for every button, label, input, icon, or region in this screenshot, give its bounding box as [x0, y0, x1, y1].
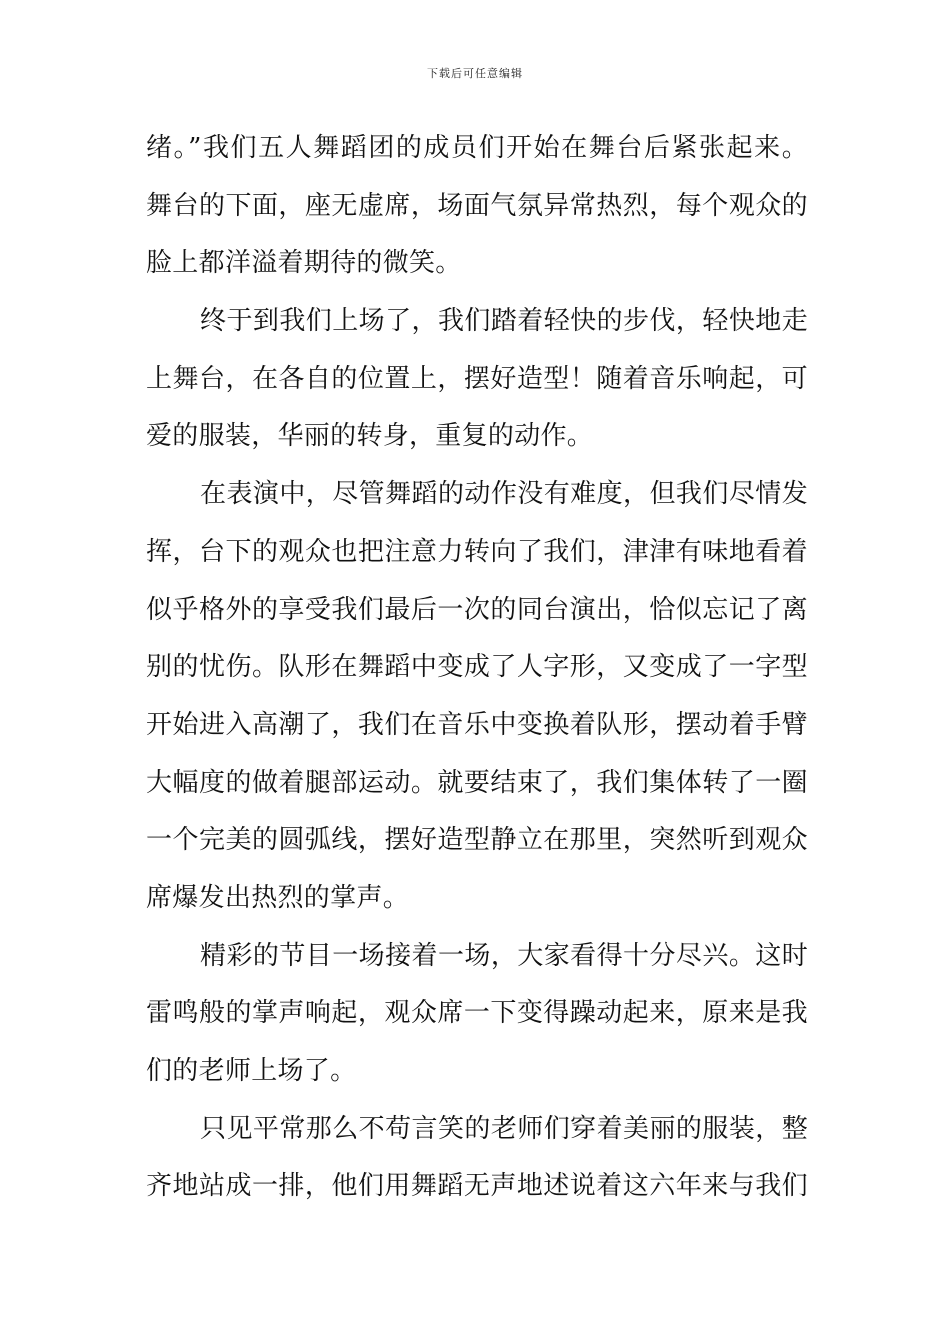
text-line: 绪。”我们五人舞蹈团的成员们开始在舞台后紧张起来。 — [146, 133, 808, 163]
text-line: 脸上都洋溢着期待的微笑。 — [146, 248, 462, 279]
text-line: 舞台的下面，座无虚席，场面气氛异常热烈，每个观众的 — [146, 190, 808, 221]
text-line: 挥，台下的观众也把注意力转向了我们，津津有味地看着 — [146, 536, 808, 567]
text-line: 只见平常那么不苟言笑的老师们穿着美丽的服装，整 — [200, 1113, 808, 1144]
text-line: 别的忧伤。队形在舞蹈中变成了人字形，又变成了一字型 — [146, 652, 808, 683]
text-line: 在表演中，尽管舞蹈的动作没有难度，但我们尽情发 — [200, 479, 808, 510]
document-body — [146, 120, 808, 1216]
text-line: 精彩的节目一场接着一场，大家看得十分尽兴。这时 — [200, 940, 808, 971]
text-line: 雷鸣般的掌声响起，观众席一下变得躁动起来，原来是我 — [146, 998, 808, 1029]
text-line: 一个完美的圆弧线，摆好造型静立在那里，突然听到观众 — [146, 825, 808, 856]
text-line: 爱的服装，华丽的转身，重复的动作。 — [146, 421, 594, 452]
text-line: 终于到我们上场了，我们踏着轻快的步伐，轻快地走 — [200, 306, 808, 337]
page-header: 下载后可任意编辑 — [427, 67, 523, 80]
text-line: 大幅度的做着腿部运动。就要结束了，我们集体转了一圈 — [146, 767, 808, 798]
text-line: 开始进入高潮了，我们在音乐中变换着队形，摆动着手臂 — [146, 709, 808, 740]
text-line: 上舞台，在各自的位置上，摆好造型！随着音乐响起，可 — [146, 363, 808, 394]
text-line: 们的老师上场了。 — [146, 1056, 357, 1086]
text-line: 席爆发出热烈的掌声。 — [146, 882, 410, 913]
text-line: 似乎格外的享受我们最后一次的同台演出，恰似忘记了离 — [146, 594, 808, 625]
text-line: 齐地站成一排，他们用舞蹈无声地述说着这六年来与我们 — [146, 1171, 808, 1202]
